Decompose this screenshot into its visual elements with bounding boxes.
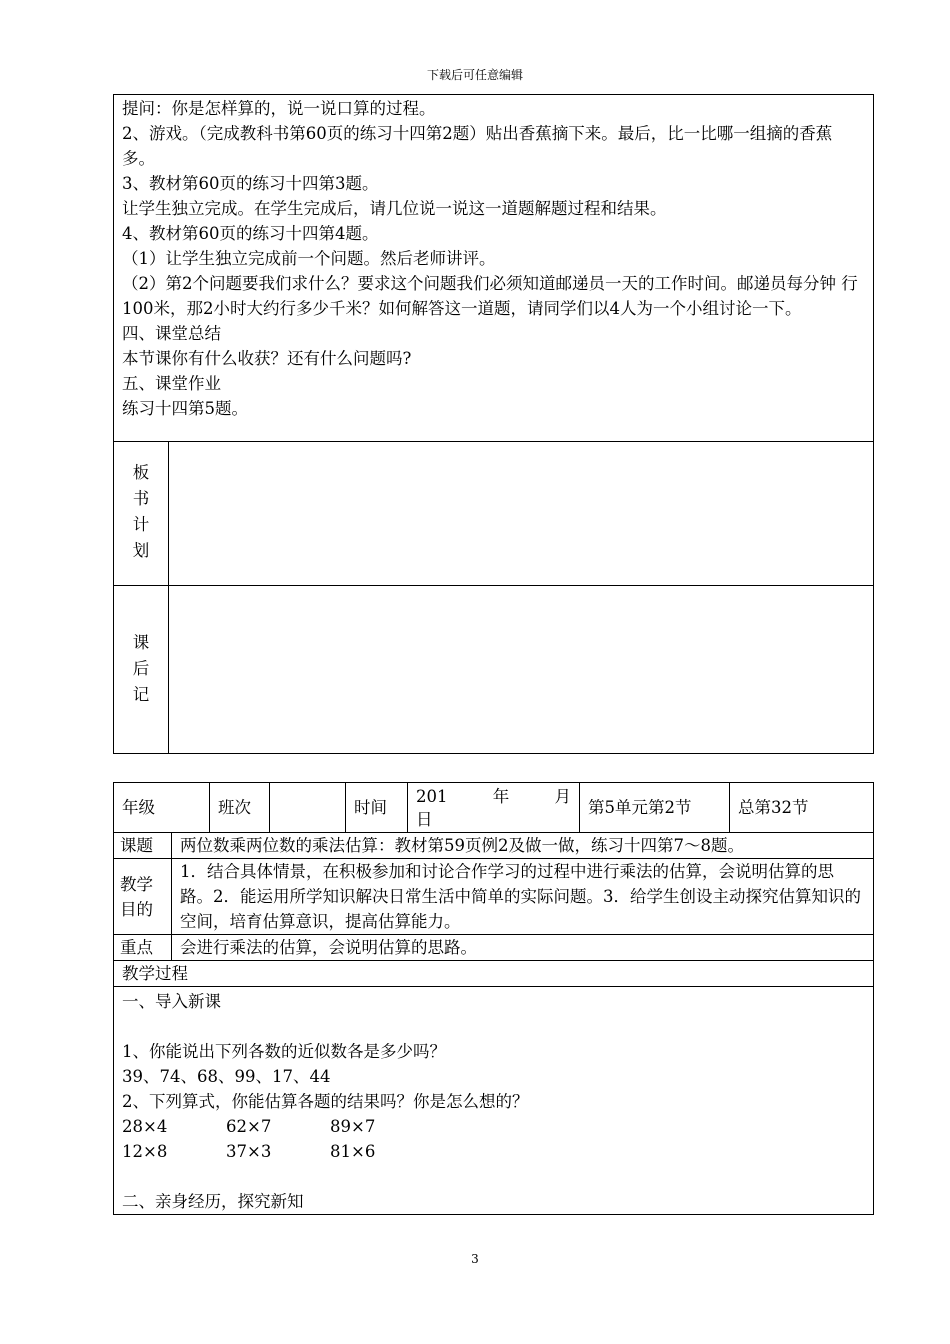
process-label: 教学过程 [114,961,874,987]
step-line: 练习十四第5题。 [122,399,248,418]
grade-label: 年级 [114,783,210,833]
class-label: 班次 [210,783,270,833]
page-header: 下载后可任意编辑 [426,68,523,82]
step-line: 五、课堂作业 [122,374,221,393]
expression-row-1: 28×4 62×7 89×7 [122,1117,376,1136]
class-value [270,783,346,833]
process-content [114,987,874,1215]
topic-label: 课题 [114,833,172,859]
step-line: 本节课你有什么收获？还有什么问题吗? [122,349,412,368]
process-numbers: 39、74、68、99、17、44 [122,1067,331,1086]
date-year: 201 [416,787,448,806]
date-day: 日 [416,810,433,829]
process-section-2: 二、亲身经历，探究新知 [122,1192,304,1211]
goal-value: 1．结合具体情景，在积极参加和讨论合作学习的过程中进行乘法的估算，会说明估算的思路。2．能运用所学知识解决日常生活中简单的实际问题。3．给学生创设主动探究估算知识的空间，培育估算意识，提高估算能力。 [172,859,874,935]
process-question-1: 1、你能说出下列各数的近似数各是多少吗？ [122,1042,446,1061]
board-plan-label: 板 书 计 划 [114,442,169,586]
process-question-2: 2、下列算式，你能估算各题的结果吗？你是怎么想的？ [122,1092,529,1111]
date-cell [408,783,580,833]
step-line: 提问：你是怎样算的，说一说口算的过程。 [122,99,436,118]
unit-section: 第5单元第2节 [580,783,730,833]
step-line: 让学生独立完成。在学生完成后，请几位说一说这一道题解题过程和结果。 [122,199,667,218]
key-label: 重点 [114,935,172,961]
step-line: 2、游戏。（完成教科书第60页的练习十四第2题）贴出香蕉摘下来。最后，比一比哪一组摘的香蕉多。 [122,124,833,168]
step-line: （1）让学生独立完成前一个问题。然后老师讲评。 [122,249,496,268]
after-class-notes-label: 课 后 记 [114,586,169,754]
after-class-notes-cell [169,586,874,754]
expression-row-2: 12×8 37×3 81×6 [122,1142,376,1161]
time-label: 时间 [346,783,408,833]
key-value: 会进行乘法的估算，会说明估算的思路。 [172,935,874,961]
lesson-table-continued [113,94,874,754]
date-month: 月 [554,787,571,806]
step-line: 四、课堂总结 [122,324,221,343]
lesson-plan-table [113,782,874,1215]
process-intro: 一、导入新课 [122,992,221,1011]
page-number: 3 [471,1252,479,1266]
step-line: 3、教材第60页的练习十四第3题。 [122,174,379,193]
goal-label: 教学 目的 [114,859,172,935]
topic-value: 两位数乘两位数的乘法估算：教材第59页例2及做一做，练习十四第7～8题。 [172,833,874,859]
date-nian: 年 [492,787,510,806]
lesson-steps-cell [114,95,874,442]
total-section: 总第32节 [730,783,874,833]
step-line: 4、教材第60页的练习十四第4题。 [122,224,379,243]
board-plan-cell [169,442,874,586]
step-line: （2）第2个问题要我们求什么？要求这个问题我们必须知道邮递员一天的工作时间。邮递员每分钟 行100米，那2小时大约行多少千米？如何解答这一道题，请同学们以4人为一个小组讨论一下。 [122,274,858,318]
